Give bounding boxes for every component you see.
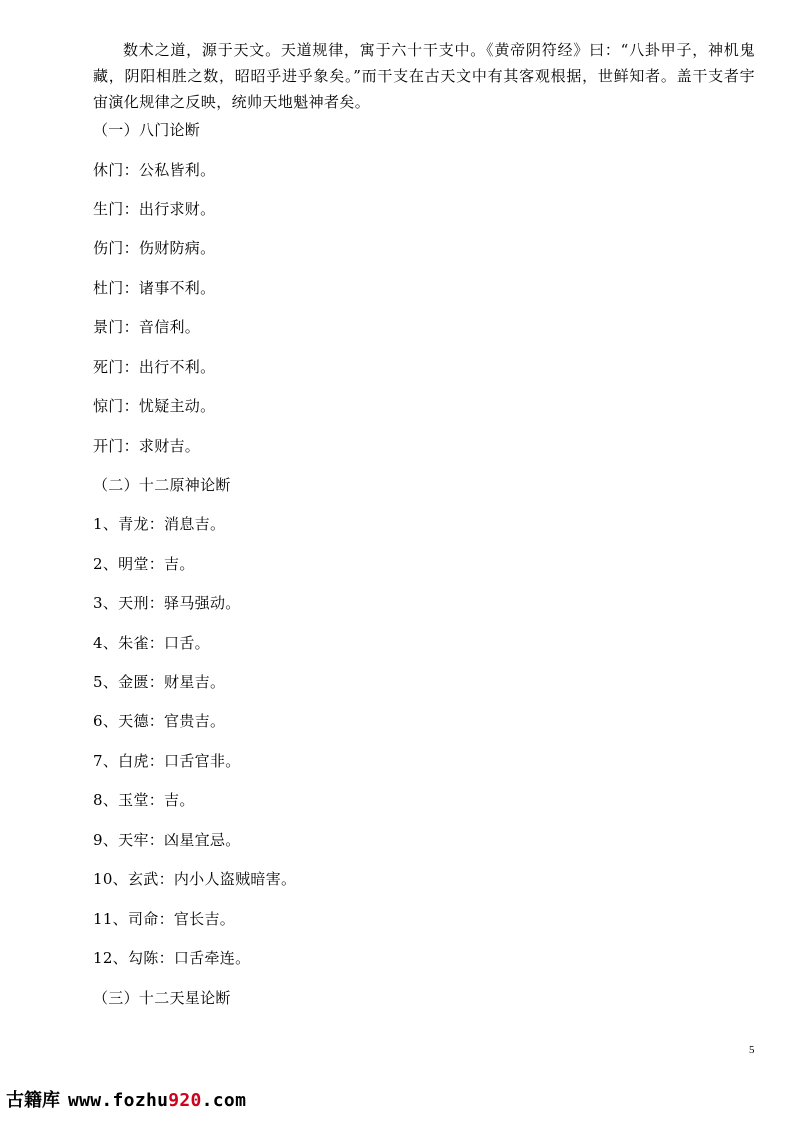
god-item-2: 2、明堂：吉。: [93, 555, 195, 573]
gate-item-sheng: 生门：出行求财。: [93, 200, 216, 218]
gate-item-jing-alarm: 惊门：忧疑主动。: [93, 397, 216, 415]
god-item-11: 11、司命：官长吉。: [93, 910, 236, 928]
god-item-6: 6、天德：官贵吉。: [93, 712, 226, 730]
section-heading-twelve-gods: （二）十二原神论断: [93, 476, 231, 494]
gate-item-si: 死门：出行不利。: [93, 358, 216, 376]
gate-item-kai: 开门：求财吉。: [93, 437, 201, 455]
god-item-5: 5、金匮：财星吉。: [93, 673, 226, 691]
god-item-4: 4、朱雀：口舌。: [93, 634, 210, 652]
site-name: 古籍库: [6, 1090, 60, 1111]
intro-paragraph: 数术之道，源于天文。天道规律，寓于六十干支中。《黄帝阴符经》曰：“八卦甲子，神机鬼藏，阴阳相胜之数，昭昭乎进乎象矣。”而干支在古天文中有其客观根据，世鲜知者。盖干支者宇宙演化规律之反映，统帅天地魁神者矣。: [93, 41, 755, 111]
god-item-1: 1、青龙：消息吉。: [93, 515, 226, 533]
gate-item-du: 杜门：诸事不利。: [93, 279, 216, 297]
footer-watermark: [6, 1089, 246, 1113]
god-item-10: 10、玄武：内小人盗贼暗害。: [93, 870, 297, 888]
section-heading-eight-gates: （一）八门论断: [93, 121, 201, 139]
god-item-3: 3、天刑：驿马强动。: [93, 594, 241, 612]
gate-item-shang: 伤门：伤财防病。: [93, 239, 216, 257]
god-item-7: 7、白虎：口舌官非。: [93, 752, 241, 770]
site-url-link[interactable]: www.fozhu920.com: [68, 1090, 247, 1111]
site-url-number[interactable]: 920: [168, 1090, 202, 1111]
page-number: 5: [749, 1044, 755, 1056]
god-item-9: 9、天牢：凶星宜忌。: [93, 831, 241, 849]
gate-item-jing-scene: 景门：音信利。: [93, 318, 201, 336]
gate-item-xiu: 休门：公私皆利。: [93, 161, 216, 179]
section-heading-twelve-stars: （三）十二天星论断: [93, 989, 231, 1007]
god-item-8: 8、玉堂：吉。: [93, 791, 195, 809]
god-item-12: 12、勾陈：口舌牵连。: [93, 949, 251, 967]
